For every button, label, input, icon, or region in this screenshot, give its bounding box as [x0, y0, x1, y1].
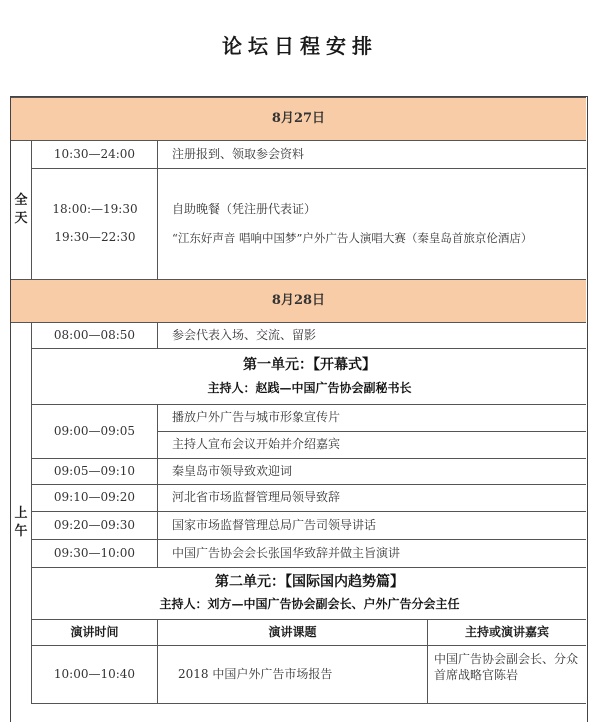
- desc-cell: 国家市场监督管理总局广告司领导讲话: [157, 512, 586, 540]
- desc-cell: “江东好声音 唱响中国梦”户外广告人演唱大赛（秦皇岛首旅京伦酒店）: [172, 230, 533, 245]
- time-cell: 09:05—09:10: [31, 459, 157, 485]
- unit2-host: 主持人：刘方—中国广告协会副会长、户外广告分会主任: [159, 597, 460, 611]
- time-cell: 18:00:—19:30: [52, 202, 138, 217]
- time-cell: 09:20—09:30: [31, 512, 157, 540]
- time-cell: 09:00—09:05: [31, 405, 157, 459]
- time-cell: 08:00—08:50: [31, 323, 157, 349]
- side-label-day1: 全 天: [14, 192, 28, 226]
- desc-cell: 参会代表入场、交流、留影: [157, 323, 586, 349]
- desc-cell: 中国广告协会会长张国华致辞并做主旨演讲: [157, 540, 586, 568]
- time-cell: 19:30—22:30: [54, 230, 136, 245]
- desc-block-day1: [157, 169, 586, 279]
- side-label-day2: 上 午: [14, 505, 28, 539]
- time-cell: 10:30—24:00: [31, 141, 157, 169]
- desc-cell: 秦皇岛市领导致欢迎词: [157, 459, 586, 485]
- date-band-day2: [11, 279, 586, 323]
- column-header-time: 演讲时间: [31, 620, 157, 646]
- desc-cell: 注册报到、领取参会资料: [157, 141, 586, 169]
- unit2-header: [31, 568, 586, 620]
- column-header-speaker: 主持或演讲嘉宾: [427, 620, 586, 646]
- date-band-day1: [11, 97, 586, 141]
- desc-cell: 河北省市场监督管理局领导致辞: [157, 485, 586, 512]
- column-header-topic: 演讲课题: [157, 620, 427, 646]
- desc-cell: 播放户外广告与城市形象宣传片: [157, 405, 586, 432]
- desc-cell: 自助晚餐（凭注册代表证）: [172, 202, 317, 217]
- time-cell: 09:10—09:20: [31, 485, 157, 512]
- page-title: 论坛日程安排: [222, 34, 378, 58]
- unit2-title: 第二单元：【国际国内趋势篇】: [215, 574, 404, 590]
- schedule-table: [10, 96, 588, 722]
- unit1-header: [31, 349, 586, 405]
- unit1-host: 主持人：赵践—中国广告协会副秘书长: [207, 381, 412, 395]
- date-label-day1: 8月27日: [271, 110, 326, 126]
- unit1-title: 第一单元：【开幕式】: [243, 357, 376, 373]
- desc-cell: 主持人宣布会议开始并介绍嘉宾: [157, 432, 586, 459]
- time-cell: 09:30—10:00: [31, 540, 157, 568]
- topic-cell: 2018 中国户外广告市场报告: [157, 646, 427, 704]
- speaker-cell: 中国广告协会副会长、分众首席战略官陈岩: [427, 646, 586, 704]
- date-label-day2: 8月28日: [271, 292, 326, 308]
- time-block-day1: [31, 169, 157, 279]
- time-cell: 10:00—10:40: [31, 646, 157, 704]
